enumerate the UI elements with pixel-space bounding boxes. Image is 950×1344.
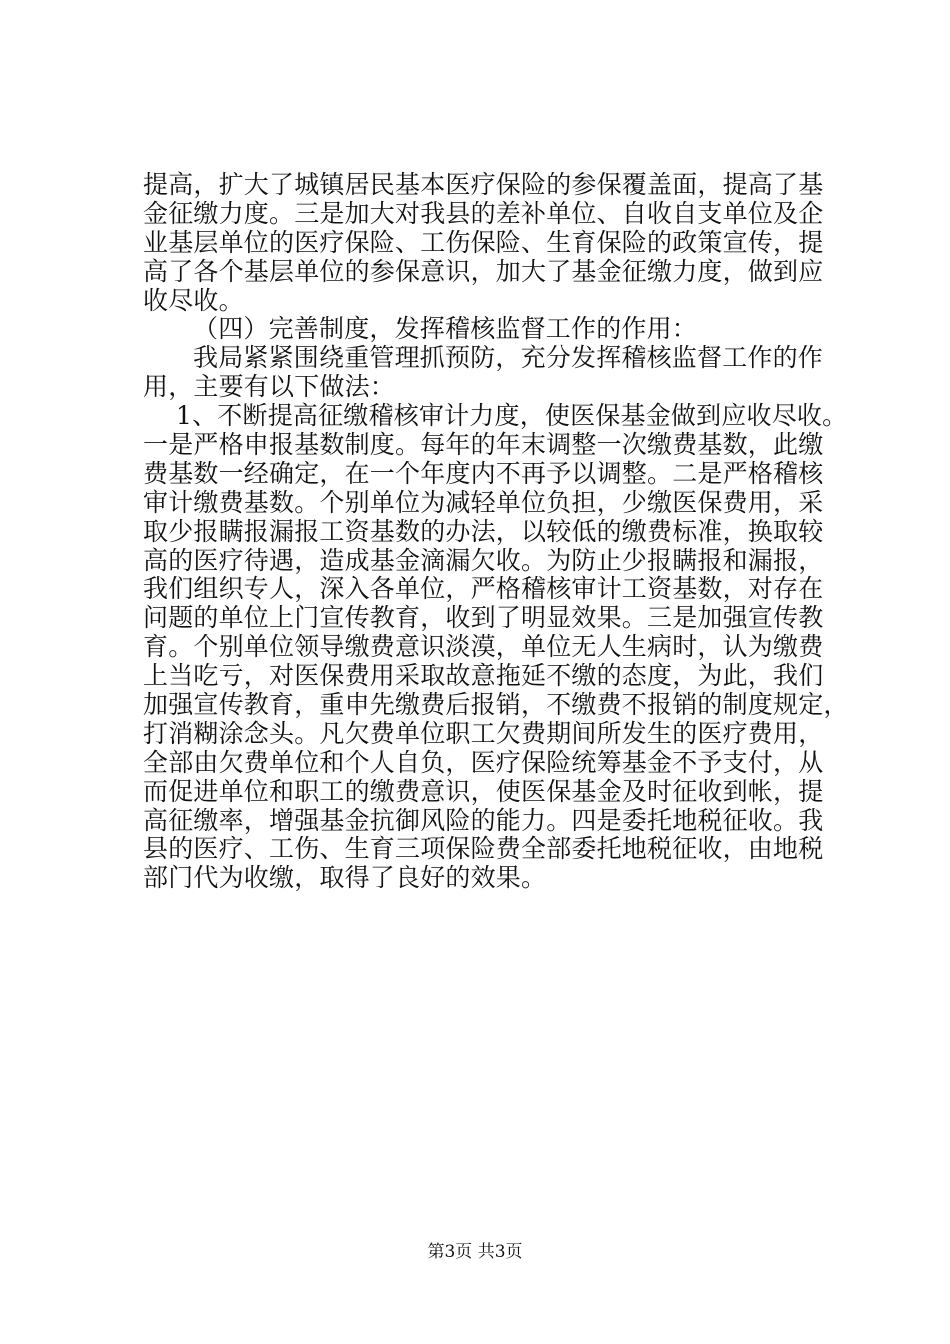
body-line: 一是严格申报基数制度。每年的年末调整一次缴费基数，此缴 bbox=[143, 430, 824, 460]
body-line: 问题的单位上门宣传教育，收到了明显效果。三是加强宣传教 bbox=[143, 603, 824, 633]
body-line: 育。个别单位领导缴费意识淡漠，单位无人生病时，认为缴费 bbox=[143, 632, 824, 662]
body-line: 用，主要有以下做法： bbox=[143, 372, 396, 402]
list-item-start: 1、不断提高征缴稽核审计力度，使医保基金做到应收尽收。 bbox=[176, 401, 848, 431]
body-line: 取少报瞒报漏报工资基数的办法，以较低的缴费标准，换取较 bbox=[143, 516, 824, 546]
body-line: 费基数一经确定，在一个年度内不再予以调整。二是严格稽核 bbox=[143, 458, 824, 488]
page-number-footer: 第3页 共3页 bbox=[427, 1242, 523, 1262]
body-line: 全部由欠费单位和个人自负，医疗保险统筹基金不予支付，从 bbox=[143, 747, 824, 777]
body-line: 而促进单位和职工的缴费意识，使医保基金及时征收到帐，提 bbox=[143, 776, 824, 806]
body-line: 高了各个基层单位的参保意识，加大了基金征缴力度，做到应 bbox=[143, 256, 824, 286]
body-line: 我们组织专人，深入各单位，严格稽核审计工资基数，对存在 bbox=[143, 574, 824, 604]
section-heading: （四）完善制度，发挥稽核监督工作的作用： bbox=[193, 314, 698, 344]
body-line: 业基层单位的医疗保险、工伤保险、生育保险的政策宣传，提 bbox=[143, 227, 824, 257]
body-line: 部门代为收缴，取得了良好的效果。 bbox=[143, 863, 547, 893]
body-line: 打消糊涂念头。凡欠费单位职工欠费期间所发生的医疗费用， bbox=[143, 718, 824, 748]
body-line: 高的医疗待遇，造成基金滴漏欠收。为防止少报瞒报和漏报， bbox=[143, 545, 824, 575]
body-line: 县的医疗、工伤、生育三项保险费全部委托地税征收，由地税 bbox=[143, 834, 824, 864]
document-body bbox=[143, 170, 849, 893]
body-line: 提高，扩大了城镇居民基本医疗保险的参保覆盖面，提高了基 bbox=[143, 170, 824, 199]
body-line: 加强宣传教育，重申先缴费后报销，不缴费不报销的制度规定， bbox=[143, 690, 849, 720]
body-line: 金征缴力度。三是加大对我县的差补单位、自收自支单位及企 bbox=[143, 198, 824, 228]
paragraph-start: 我局紧紧围绕重管理抓预防，充分发挥稽核监督工作的作 bbox=[193, 343, 824, 373]
body-line: 收尽收。 bbox=[143, 285, 244, 315]
body-line: 上当吃亏，对医保费用采取故意拖延不缴的态度，为此，我们 bbox=[143, 661, 824, 691]
body-line: 高征缴率，增强基金抗御风险的能力。四是委托地税征收。我 bbox=[143, 805, 824, 835]
body-line: 审计缴费基数。个别单位为减轻单位负担，少缴医保费用，采 bbox=[143, 487, 824, 517]
